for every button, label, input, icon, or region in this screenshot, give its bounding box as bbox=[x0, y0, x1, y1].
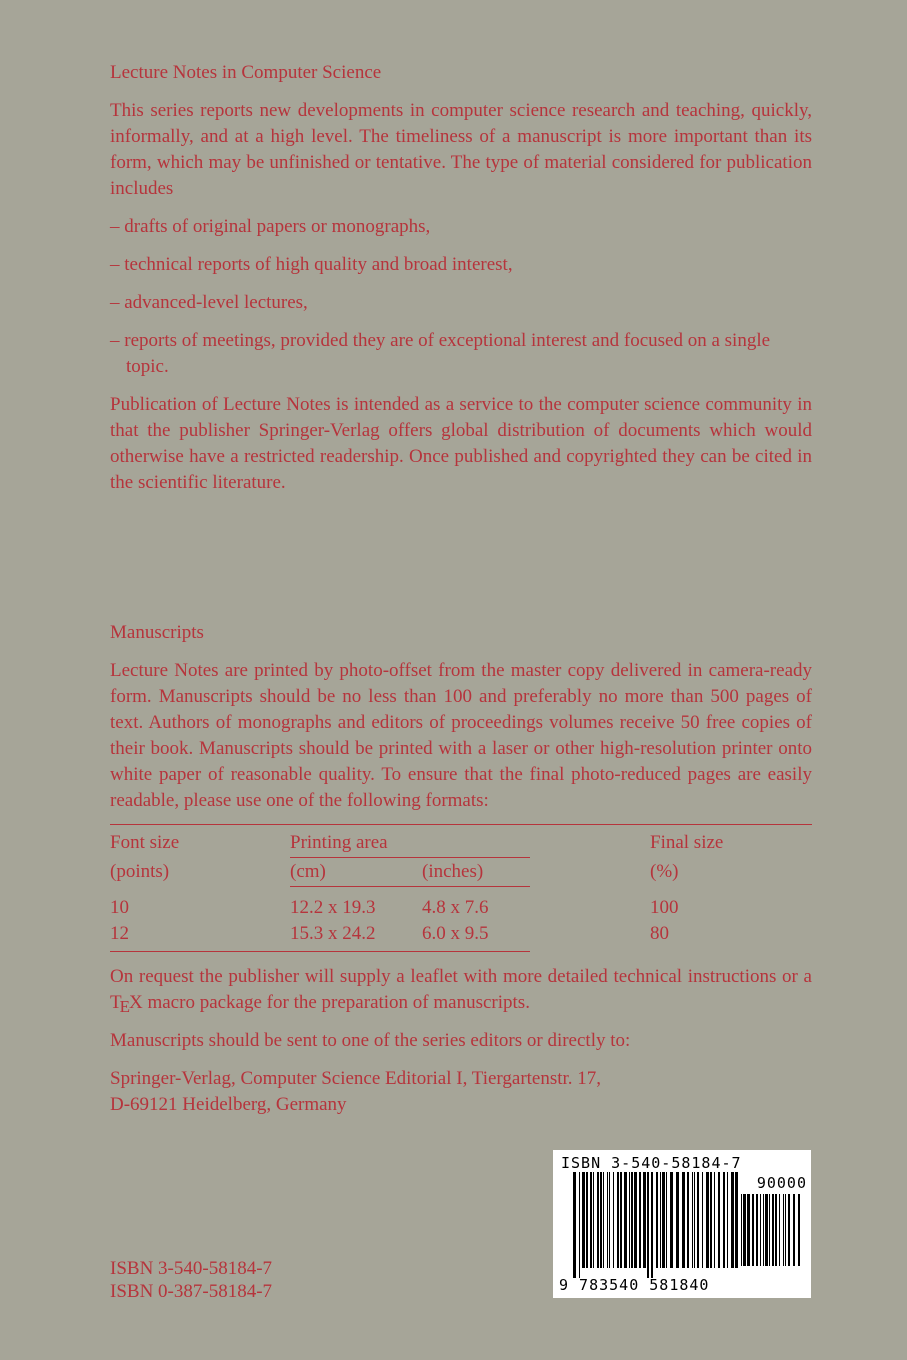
barcode-bar bbox=[590, 1172, 592, 1268]
barcode-bar bbox=[607, 1172, 608, 1268]
manuscripts-section bbox=[110, 620, 812, 1118]
barcode-bar bbox=[752, 1194, 754, 1266]
barcode-bar bbox=[624, 1172, 627, 1268]
cell-final: 100 bbox=[650, 896, 679, 918]
barcode-bar bbox=[769, 1194, 770, 1266]
barcode-bar bbox=[629, 1172, 630, 1268]
material-list bbox=[110, 214, 812, 380]
barcode-bar bbox=[798, 1194, 800, 1266]
barcode-bar bbox=[710, 1172, 712, 1268]
request-text-1: On request the publisher will supply a leaflet with more detailed technical instructions or a T bbox=[110, 966, 812, 1013]
barcode-bar bbox=[731, 1172, 734, 1268]
request-text-2: X macro package for the preparation of manuscripts. bbox=[129, 992, 530, 1013]
barcode-isbn-text: ISBN 3-540-58184-7 bbox=[561, 1154, 742, 1172]
barcode-bar bbox=[582, 1172, 585, 1268]
barcode-bar bbox=[579, 1172, 580, 1278]
barcode-bar bbox=[735, 1172, 738, 1268]
barcode-bar bbox=[706, 1172, 709, 1268]
barcode-bar bbox=[697, 1172, 699, 1268]
barcode-bar bbox=[793, 1194, 795, 1266]
barcode-bar bbox=[620, 1172, 622, 1268]
barcode-bar bbox=[597, 1172, 599, 1268]
barcode-bar bbox=[647, 1172, 649, 1278]
formats-table bbox=[110, 824, 812, 952]
barcode-bar bbox=[613, 1172, 614, 1268]
barcode-bar bbox=[747, 1194, 750, 1266]
barcode-bar bbox=[723, 1172, 725, 1268]
barcode-bar bbox=[788, 1194, 790, 1266]
barcode-bar bbox=[682, 1172, 685, 1268]
barcode-bar bbox=[617, 1172, 619, 1268]
cell-points: 12 bbox=[110, 921, 290, 952]
list-item: – advanced-level lectures, bbox=[110, 292, 308, 313]
barcode-bar bbox=[651, 1172, 653, 1278]
barcode-bar bbox=[765, 1194, 768, 1266]
header-inches: (inches) bbox=[422, 858, 530, 887]
cell-cm: 15.3 x 24.2 bbox=[290, 921, 422, 952]
barcode-bar bbox=[783, 1194, 784, 1266]
barcode-bar bbox=[714, 1172, 715, 1268]
header-percent: (%) bbox=[650, 860, 679, 882]
barcode-bar bbox=[687, 1172, 689, 1268]
cell-inches: 4.8 x 7.6 bbox=[422, 897, 489, 918]
address-line-1: Springer-Verlag, Computer Science Editorial I, Tiergartenstr. 17, bbox=[110, 1068, 602, 1089]
manuscripts-title: Manuscripts bbox=[110, 622, 204, 643]
barcode-bar bbox=[600, 1172, 602, 1268]
list-item: – technical reports of high quality and broad interest, bbox=[110, 254, 513, 275]
isbn-line-1: ISBN 3-540-58184-7 bbox=[110, 1258, 273, 1279]
list-item: – drafts of original papers or monographs, bbox=[110, 216, 431, 237]
table-row bbox=[110, 887, 812, 922]
manuscripts-body: Lecture Notes are printed by photo-offset from the master copy delivered in camera-ready form. Manuscripts should be no less than 100 and preferably no more than 500 pages of text. Authors of monographs and editors of proceedings volumes receive 50 free copies of their book. Manuscripts should be printed with a laser or other high-resolution printer onto white paper of reasonable quality. To ensure that the final photo-reduced pages are easily readable, please use one of the following formats: bbox=[110, 660, 812, 811]
barcode-bar bbox=[643, 1172, 646, 1268]
barcode-bar bbox=[772, 1194, 774, 1266]
address-line-2: D-69121 Heidelberg, Germany bbox=[110, 1094, 347, 1115]
barcode-bar bbox=[670, 1172, 673, 1268]
isbn-block bbox=[110, 1257, 272, 1303]
barcode-bar bbox=[741, 1194, 742, 1266]
publication-paragraph: Publication of Lecture Notes is intended as a service to the computer science community in that the publisher Springer-Verlag offers global distribution of documents which would otherwise have a restricted readership. Once published and copyrighted they can be cited in the scientific literature. bbox=[110, 394, 812, 493]
list-item: – reports of meetings, provided they are of exceptional interest and focused on a single topic. bbox=[110, 330, 771, 377]
barcode-bar bbox=[775, 1194, 777, 1266]
barcode-bar bbox=[760, 1194, 761, 1266]
barcode bbox=[553, 1150, 811, 1298]
barcode-bar bbox=[666, 1172, 667, 1268]
barcode-bar bbox=[785, 1194, 786, 1266]
series-section bbox=[110, 60, 812, 508]
barcode-bar bbox=[694, 1172, 695, 1268]
barcode-bar bbox=[631, 1172, 633, 1268]
barcode-bar bbox=[656, 1172, 658, 1268]
barcode-bars bbox=[573, 1172, 738, 1278]
barcode-bar bbox=[743, 1194, 746, 1266]
header-points: (points) bbox=[110, 860, 170, 882]
series-intro: This series reports new developments in computer science research and teaching, quickly, informally, and at a high level. The timeliness of a manuscript is more important than its form, which may be unfinished or tentative. The type of material considered for publication includes bbox=[110, 100, 812, 199]
barcode-bar bbox=[603, 1172, 604, 1268]
isbn-line-2: ISBN 0-387-58184-7 bbox=[110, 1281, 273, 1302]
barcode-bar bbox=[662, 1172, 665, 1268]
barcode-bar bbox=[763, 1194, 764, 1266]
barcode-bar bbox=[702, 1172, 703, 1268]
request-paragraph bbox=[110, 964, 812, 1016]
table-row bbox=[110, 921, 812, 952]
series-title: Lecture Notes in Computer Science bbox=[110, 62, 382, 83]
barcode-bar bbox=[756, 1194, 758, 1266]
barcode-bar bbox=[586, 1172, 588, 1268]
barcode-bar bbox=[779, 1194, 780, 1266]
cell-inches: 6.0 x 9.5 bbox=[422, 921, 530, 952]
barcode-bar bbox=[727, 1172, 728, 1268]
header-cm: (cm) bbox=[290, 858, 422, 887]
barcode-addon-bars bbox=[741, 1194, 805, 1276]
tex-e: E bbox=[119, 997, 130, 1016]
cell-points: 10 bbox=[110, 896, 129, 918]
header-printing-area: Printing area bbox=[290, 825, 530, 858]
header-font-size: Font size bbox=[110, 825, 290, 858]
barcode-bar bbox=[593, 1172, 594, 1268]
barcode-bar bbox=[609, 1172, 610, 1268]
barcode-bar bbox=[718, 1172, 720, 1268]
barcode-bar bbox=[676, 1172, 679, 1268]
barcode-addon-text: 90000 bbox=[756, 1174, 807, 1192]
barcode-bar bbox=[634, 1172, 637, 1268]
send-to-paragraph: Manuscripts should be sent to one of the series editors or directly to: bbox=[110, 1030, 631, 1051]
cell-cm: 12.2 x 19.3 bbox=[290, 897, 376, 918]
barcode-ean-text: 9 783540 581840 bbox=[559, 1276, 710, 1294]
barcode-bar bbox=[639, 1172, 641, 1268]
cell-final: 80 bbox=[650, 923, 669, 944]
barcode-bar bbox=[660, 1172, 661, 1268]
barcode-bar bbox=[573, 1172, 576, 1278]
header-final-size: Final size bbox=[650, 825, 812, 858]
barcode-bar bbox=[692, 1172, 693, 1268]
